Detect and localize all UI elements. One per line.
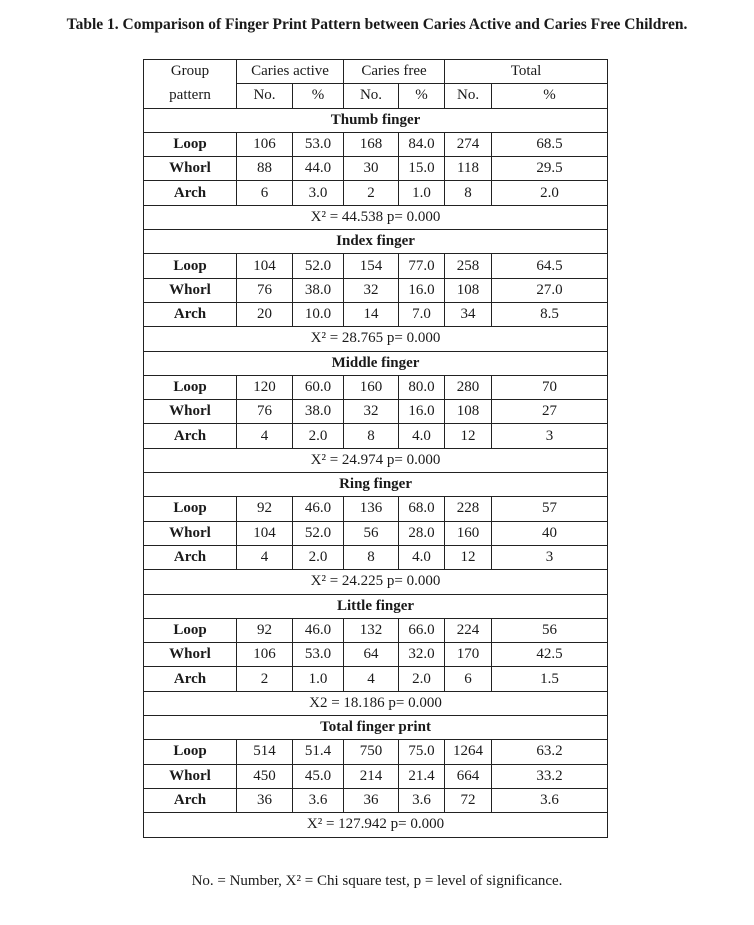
cell-t-pct: 57 — [492, 497, 608, 521]
table-footnote: No. = Number, X² = Chi square test, p = level of significance. — [191, 873, 563, 889]
cell-t-pct: 29.5 — [492, 157, 608, 181]
cell-ca-pct: 53.0 — [293, 643, 344, 667]
section-header-row — [144, 351, 608, 375]
cell-ca-no: 104 — [237, 521, 293, 545]
section-header-row — [144, 108, 608, 132]
cell-t-no: 108 — [445, 400, 492, 424]
cell-t-pct: 63.2 — [492, 740, 608, 764]
cell-cf-no: 154 — [344, 254, 399, 278]
cell-cf-no: 36 — [344, 788, 399, 812]
section-title: Middle finger — [144, 351, 608, 375]
header-total: Total — [445, 60, 608, 84]
cell-t-no: 274 — [445, 132, 492, 156]
cell-cf-no: 64 — [344, 643, 399, 667]
stat-row — [144, 813, 608, 837]
table-row — [144, 400, 608, 424]
cell-cf-no: 136 — [344, 497, 399, 521]
cell-t-pct: 2.0 — [492, 181, 608, 205]
cell-cf-pct: 1.0 — [399, 181, 445, 205]
cell-t-pct: 68.5 — [492, 132, 608, 156]
cell-cf-pct: 68.0 — [399, 497, 445, 521]
cell-cf-pct: 2.0 — [399, 667, 445, 691]
cell-cf-no: 30 — [344, 157, 399, 181]
cell-t-no: 224 — [445, 618, 492, 642]
cell-ca-no: 2 — [237, 667, 293, 691]
cell-t-no: 258 — [445, 254, 492, 278]
cell-ca-no: 76 — [237, 278, 293, 302]
cell-cf-no: 750 — [344, 740, 399, 764]
pattern-label: Arch — [144, 302, 237, 326]
cell-ca-pct: 38.0 — [293, 278, 344, 302]
table-row — [144, 643, 608, 667]
header-ca-no: No. — [237, 84, 293, 108]
cell-t-pct: 33.2 — [492, 764, 608, 788]
section-title: Index finger — [144, 230, 608, 254]
cell-ca-no: 36 — [237, 788, 293, 812]
cell-cf-pct: 32.0 — [399, 643, 445, 667]
chi-square-result: X² = 28.765 p= 0.000 — [144, 327, 608, 351]
table-row — [144, 618, 608, 642]
cell-t-no: 8 — [445, 181, 492, 205]
cell-t-no: 34 — [445, 302, 492, 326]
cell-ca-no: 104 — [237, 254, 293, 278]
cell-t-no: 72 — [445, 788, 492, 812]
cell-t-no: 6 — [445, 667, 492, 691]
cell-t-pct: 27 — [492, 400, 608, 424]
section-title: Thumb finger — [144, 108, 608, 132]
table-row — [144, 521, 608, 545]
cell-t-no: 170 — [445, 643, 492, 667]
pattern-label: Arch — [144, 424, 237, 448]
cell-t-pct: 56 — [492, 618, 608, 642]
section-header-row — [144, 716, 608, 740]
chi-square-result: X² = 127.942 p= 0.000 — [144, 813, 608, 837]
stat-row — [144, 205, 608, 229]
cell-t-no: 160 — [445, 521, 492, 545]
cell-ca-pct: 2.0 — [293, 545, 344, 569]
pattern-label: Whorl — [144, 400, 237, 424]
cell-cf-pct: 15.0 — [399, 157, 445, 181]
cell-ca-no: 514 — [237, 740, 293, 764]
section-header-row — [144, 594, 608, 618]
cell-cf-pct: 4.0 — [399, 545, 445, 569]
cell-t-pct: 42.5 — [492, 643, 608, 667]
cell-ca-no: 92 — [237, 618, 293, 642]
cell-cf-no: 32 — [344, 278, 399, 302]
cell-ca-pct: 44.0 — [293, 157, 344, 181]
pattern-label: Whorl — [144, 643, 237, 667]
pattern-label: Loop — [144, 132, 237, 156]
table-row — [144, 764, 608, 788]
cell-ca-no: 76 — [237, 400, 293, 424]
cell-cf-no: 32 — [344, 400, 399, 424]
pattern-label: Arch — [144, 667, 237, 691]
header-row-1 — [144, 60, 608, 84]
pattern-label: Loop — [144, 618, 237, 642]
table-row — [144, 254, 608, 278]
chi-square-result: X2 = 18.186 p= 0.000 — [144, 691, 608, 715]
cell-t-no: 118 — [445, 157, 492, 181]
header-row-2 — [144, 84, 608, 108]
cell-cf-pct: 80.0 — [399, 375, 445, 399]
stat-row — [144, 327, 608, 351]
cell-t-no: 108 — [445, 278, 492, 302]
cell-cf-no: 8 — [344, 545, 399, 569]
cell-ca-pct: 1.0 — [293, 667, 344, 691]
cell-ca-pct: 46.0 — [293, 497, 344, 521]
header-pattern: pattern — [144, 84, 237, 108]
cell-t-pct: 64.5 — [492, 254, 608, 278]
cell-ca-no: 106 — [237, 132, 293, 156]
cell-t-no: 1264 — [445, 740, 492, 764]
cell-cf-pct: 84.0 — [399, 132, 445, 156]
pattern-label: Whorl — [144, 278, 237, 302]
chi-square-result: X² = 24.974 p= 0.000 — [144, 448, 608, 472]
cell-ca-pct: 38.0 — [293, 400, 344, 424]
cell-cf-no: 2 — [344, 181, 399, 205]
cell-cf-no: 214 — [344, 764, 399, 788]
pattern-label: Arch — [144, 181, 237, 205]
cell-cf-no: 4 — [344, 667, 399, 691]
cell-ca-pct: 53.0 — [293, 132, 344, 156]
cell-cf-no: 132 — [344, 618, 399, 642]
cell-t-pct: 8.5 — [492, 302, 608, 326]
header-caries-free: Caries free — [344, 60, 445, 84]
table-row — [144, 788, 608, 812]
section-header-row — [144, 230, 608, 254]
pattern-label: Whorl — [144, 521, 237, 545]
section-title: Ring finger — [144, 473, 608, 497]
cell-ca-no: 450 — [237, 764, 293, 788]
section-title: Total finger print — [144, 716, 608, 740]
cell-ca-pct: 2.0 — [293, 424, 344, 448]
table-row — [144, 181, 608, 205]
table-row — [144, 278, 608, 302]
cell-cf-no: 14 — [344, 302, 399, 326]
cell-ca-pct: 46.0 — [293, 618, 344, 642]
table-row — [144, 667, 608, 691]
cell-t-pct: 3 — [492, 545, 608, 569]
table-row — [144, 740, 608, 764]
cell-t-pct: 3.6 — [492, 788, 608, 812]
table-row — [144, 132, 608, 156]
header-caries-active: Caries active — [237, 60, 344, 84]
cell-cf-no: 160 — [344, 375, 399, 399]
pattern-label: Loop — [144, 497, 237, 521]
stat-row — [144, 448, 608, 472]
cell-ca-no: 6 — [237, 181, 293, 205]
pattern-label: Loop — [144, 375, 237, 399]
fingerprint-table — [143, 59, 608, 838]
pattern-label: Whorl — [144, 157, 237, 181]
cell-t-pct: 3 — [492, 424, 608, 448]
cell-cf-pct: 66.0 — [399, 618, 445, 642]
cell-cf-pct: 21.4 — [399, 764, 445, 788]
cell-cf-pct: 3.6 — [399, 788, 445, 812]
cell-t-no: 12 — [445, 545, 492, 569]
table-row — [144, 424, 608, 448]
cell-t-pct: 27.0 — [492, 278, 608, 302]
cell-t-no: 664 — [445, 764, 492, 788]
pattern-label: Arch — [144, 788, 237, 812]
cell-t-no: 280 — [445, 375, 492, 399]
header-cf-pct: % — [399, 84, 445, 108]
cell-ca-pct: 3.6 — [293, 788, 344, 812]
cell-cf-pct: 75.0 — [399, 740, 445, 764]
stat-row — [144, 691, 608, 715]
cell-ca-no: 4 — [237, 545, 293, 569]
table-row — [144, 375, 608, 399]
pattern-label: Arch — [144, 545, 237, 569]
cell-ca-pct: 52.0 — [293, 521, 344, 545]
cell-cf-pct: 77.0 — [399, 254, 445, 278]
table-title: Table 1. Comparison of Finger Print Pattern between Caries Active and Caries Free Children. — [66, 16, 688, 33]
pattern-label: Loop — [144, 254, 237, 278]
section-header-row — [144, 473, 608, 497]
cell-ca-pct: 52.0 — [293, 254, 344, 278]
cell-cf-no: 168 — [344, 132, 399, 156]
cell-ca-pct: 3.0 — [293, 181, 344, 205]
cell-ca-no: 20 — [237, 302, 293, 326]
table-row — [144, 157, 608, 181]
pattern-label: Loop — [144, 740, 237, 764]
cell-ca-pct: 60.0 — [293, 375, 344, 399]
cell-ca-no: 4 — [237, 424, 293, 448]
header-cf-no: No. — [344, 84, 399, 108]
header-group: Group — [144, 60, 237, 84]
cell-ca-no: 92 — [237, 497, 293, 521]
cell-t-pct: 70 — [492, 375, 608, 399]
cell-ca-pct: 51.4 — [293, 740, 344, 764]
chi-square-result: X² = 24.225 p= 0.000 — [144, 570, 608, 594]
cell-cf-no: 8 — [344, 424, 399, 448]
pattern-label: Whorl — [144, 764, 237, 788]
header-ca-pct: % — [293, 84, 344, 108]
header-total-pct: % — [492, 84, 608, 108]
table-row — [144, 302, 608, 326]
table-row — [144, 497, 608, 521]
cell-t-no: 12 — [445, 424, 492, 448]
header-total-no: No. — [445, 84, 492, 108]
cell-cf-no: 56 — [344, 521, 399, 545]
cell-cf-pct: 28.0 — [399, 521, 445, 545]
cell-cf-pct: 16.0 — [399, 278, 445, 302]
cell-ca-no: 120 — [237, 375, 293, 399]
cell-ca-pct: 45.0 — [293, 764, 344, 788]
cell-cf-pct: 7.0 — [399, 302, 445, 326]
section-title: Little finger — [144, 594, 608, 618]
chi-square-result: X² = 44.538 p= 0.000 — [144, 205, 608, 229]
cell-t-pct: 40 — [492, 521, 608, 545]
cell-cf-pct: 16.0 — [399, 400, 445, 424]
cell-ca-no: 106 — [237, 643, 293, 667]
table-row — [144, 545, 608, 569]
stat-row — [144, 570, 608, 594]
cell-t-pct: 1.5 — [492, 667, 608, 691]
cell-ca-pct: 10.0 — [293, 302, 344, 326]
cell-ca-no: 88 — [237, 157, 293, 181]
cell-cf-pct: 4.0 — [399, 424, 445, 448]
cell-t-no: 228 — [445, 497, 492, 521]
